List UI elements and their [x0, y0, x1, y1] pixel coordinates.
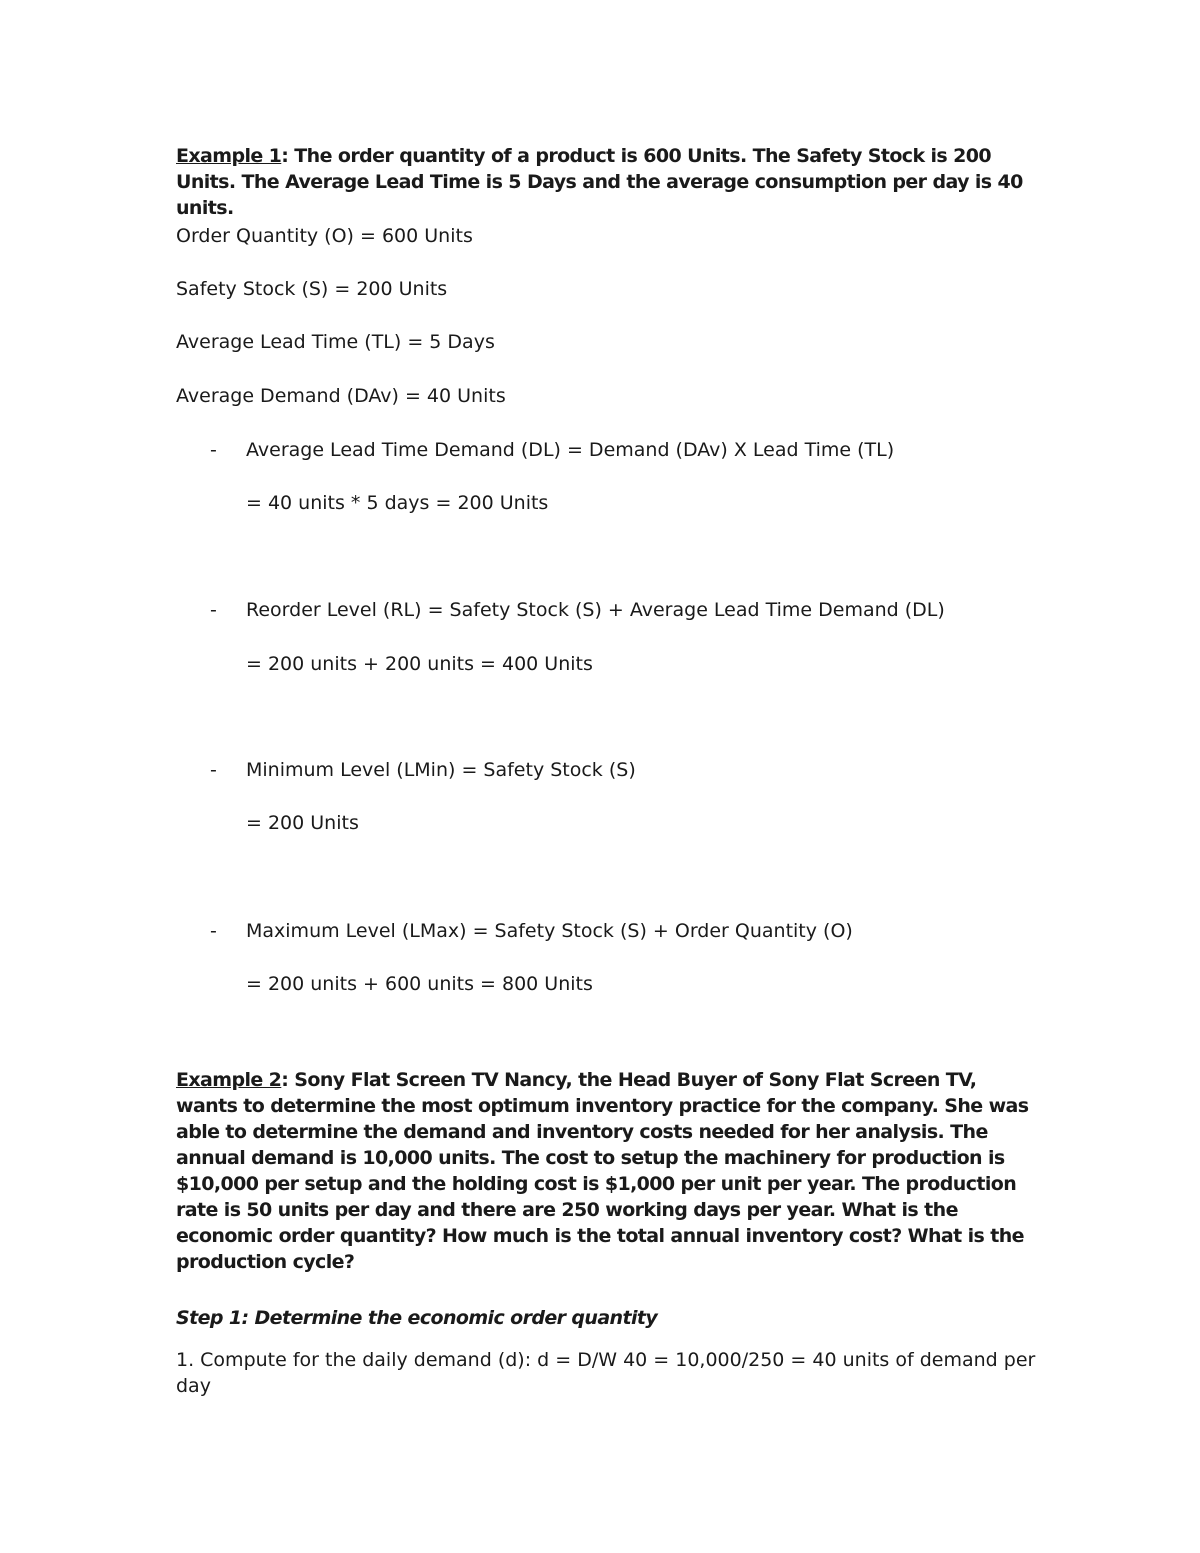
given-safety-stock: Safety Stock (S) = 200 Units: [176, 278, 448, 300]
result-lead-time-demand: = 40 units * 5 days = 200 Units: [246, 492, 549, 514]
bullet-dash: -: [210, 599, 217, 621]
example2-text: Sony Flat Screen TV Nancy, the Head Buyer of Sony Flat Screen TV, wants to determine the most optimum inventory practice for the company. She was able to determine the demand and inventory costs needed for her analysis. The annual demand is 10,000 units. The cost to setup the machinery for production is $10,000 per setup and the holding cost is $1,000 per unit per year. The production rate is 50 units per day and there are 250 working days per year. What is the economic order quantity? How much is the total annual inventory cost? What is the production cycle?: [176, 1069, 1029, 1273]
step1-item1: 1. Compute for the daily demand (d): d = D/W 40 = 10,000/250 = 40 units of demand per day: [176, 1349, 1036, 1397]
step1-heading: Step 1: Determine the economic order quantity: [176, 1307, 658, 1329]
example1-paragraph: [176, 143, 1036, 221]
example1-colon: :: [281, 145, 289, 167]
bullet-dash: -: [210, 439, 217, 461]
formula-minimum-level: Minimum Level (LMin) = Safety Stock (S): [246, 759, 636, 781]
example2-paragraph: [176, 1067, 1036, 1275]
example2-label: Example 2: [176, 1069, 282, 1091]
given-order-quantity: Order Quantity (O) = 600 Units: [176, 225, 473, 247]
example1-text: The order quantity of a product is 600 Units. The Safety Stock is 200 Units. The Average Lead Time is 5 Days and the average consumption per day is 40 units.: [176, 145, 1023, 219]
formula-lead-time-demand: Average Lead Time Demand (DL) = Demand (DAv) X Lead Time (TL): [246, 439, 895, 461]
formula-reorder-level: Reorder Level (RL) = Safety Stock (S) + Average Lead Time Demand (DL): [246, 599, 945, 621]
example2-colon: :: [281, 1069, 289, 1091]
bullet-dash: -: [210, 759, 217, 781]
result-maximum-level: = 200 units + 600 units = 800 Units: [246, 973, 593, 995]
example1-label: Example 1: [176, 145, 282, 167]
given-average-demand: Average Demand (DAv) = 40 Units: [176, 385, 506, 407]
result-minimum-level: = 200 Units: [246, 812, 359, 834]
formula-maximum-level: Maximum Level (LMax) = Safety Stock (S) + Order Quantity (O): [246, 920, 853, 942]
given-lead-time: Average Lead Time (TL) = 5 Days: [176, 331, 495, 353]
bullet-dash: -: [210, 920, 217, 942]
result-reorder-level: = 200 units + 200 units = 400 Units: [246, 653, 593, 675]
